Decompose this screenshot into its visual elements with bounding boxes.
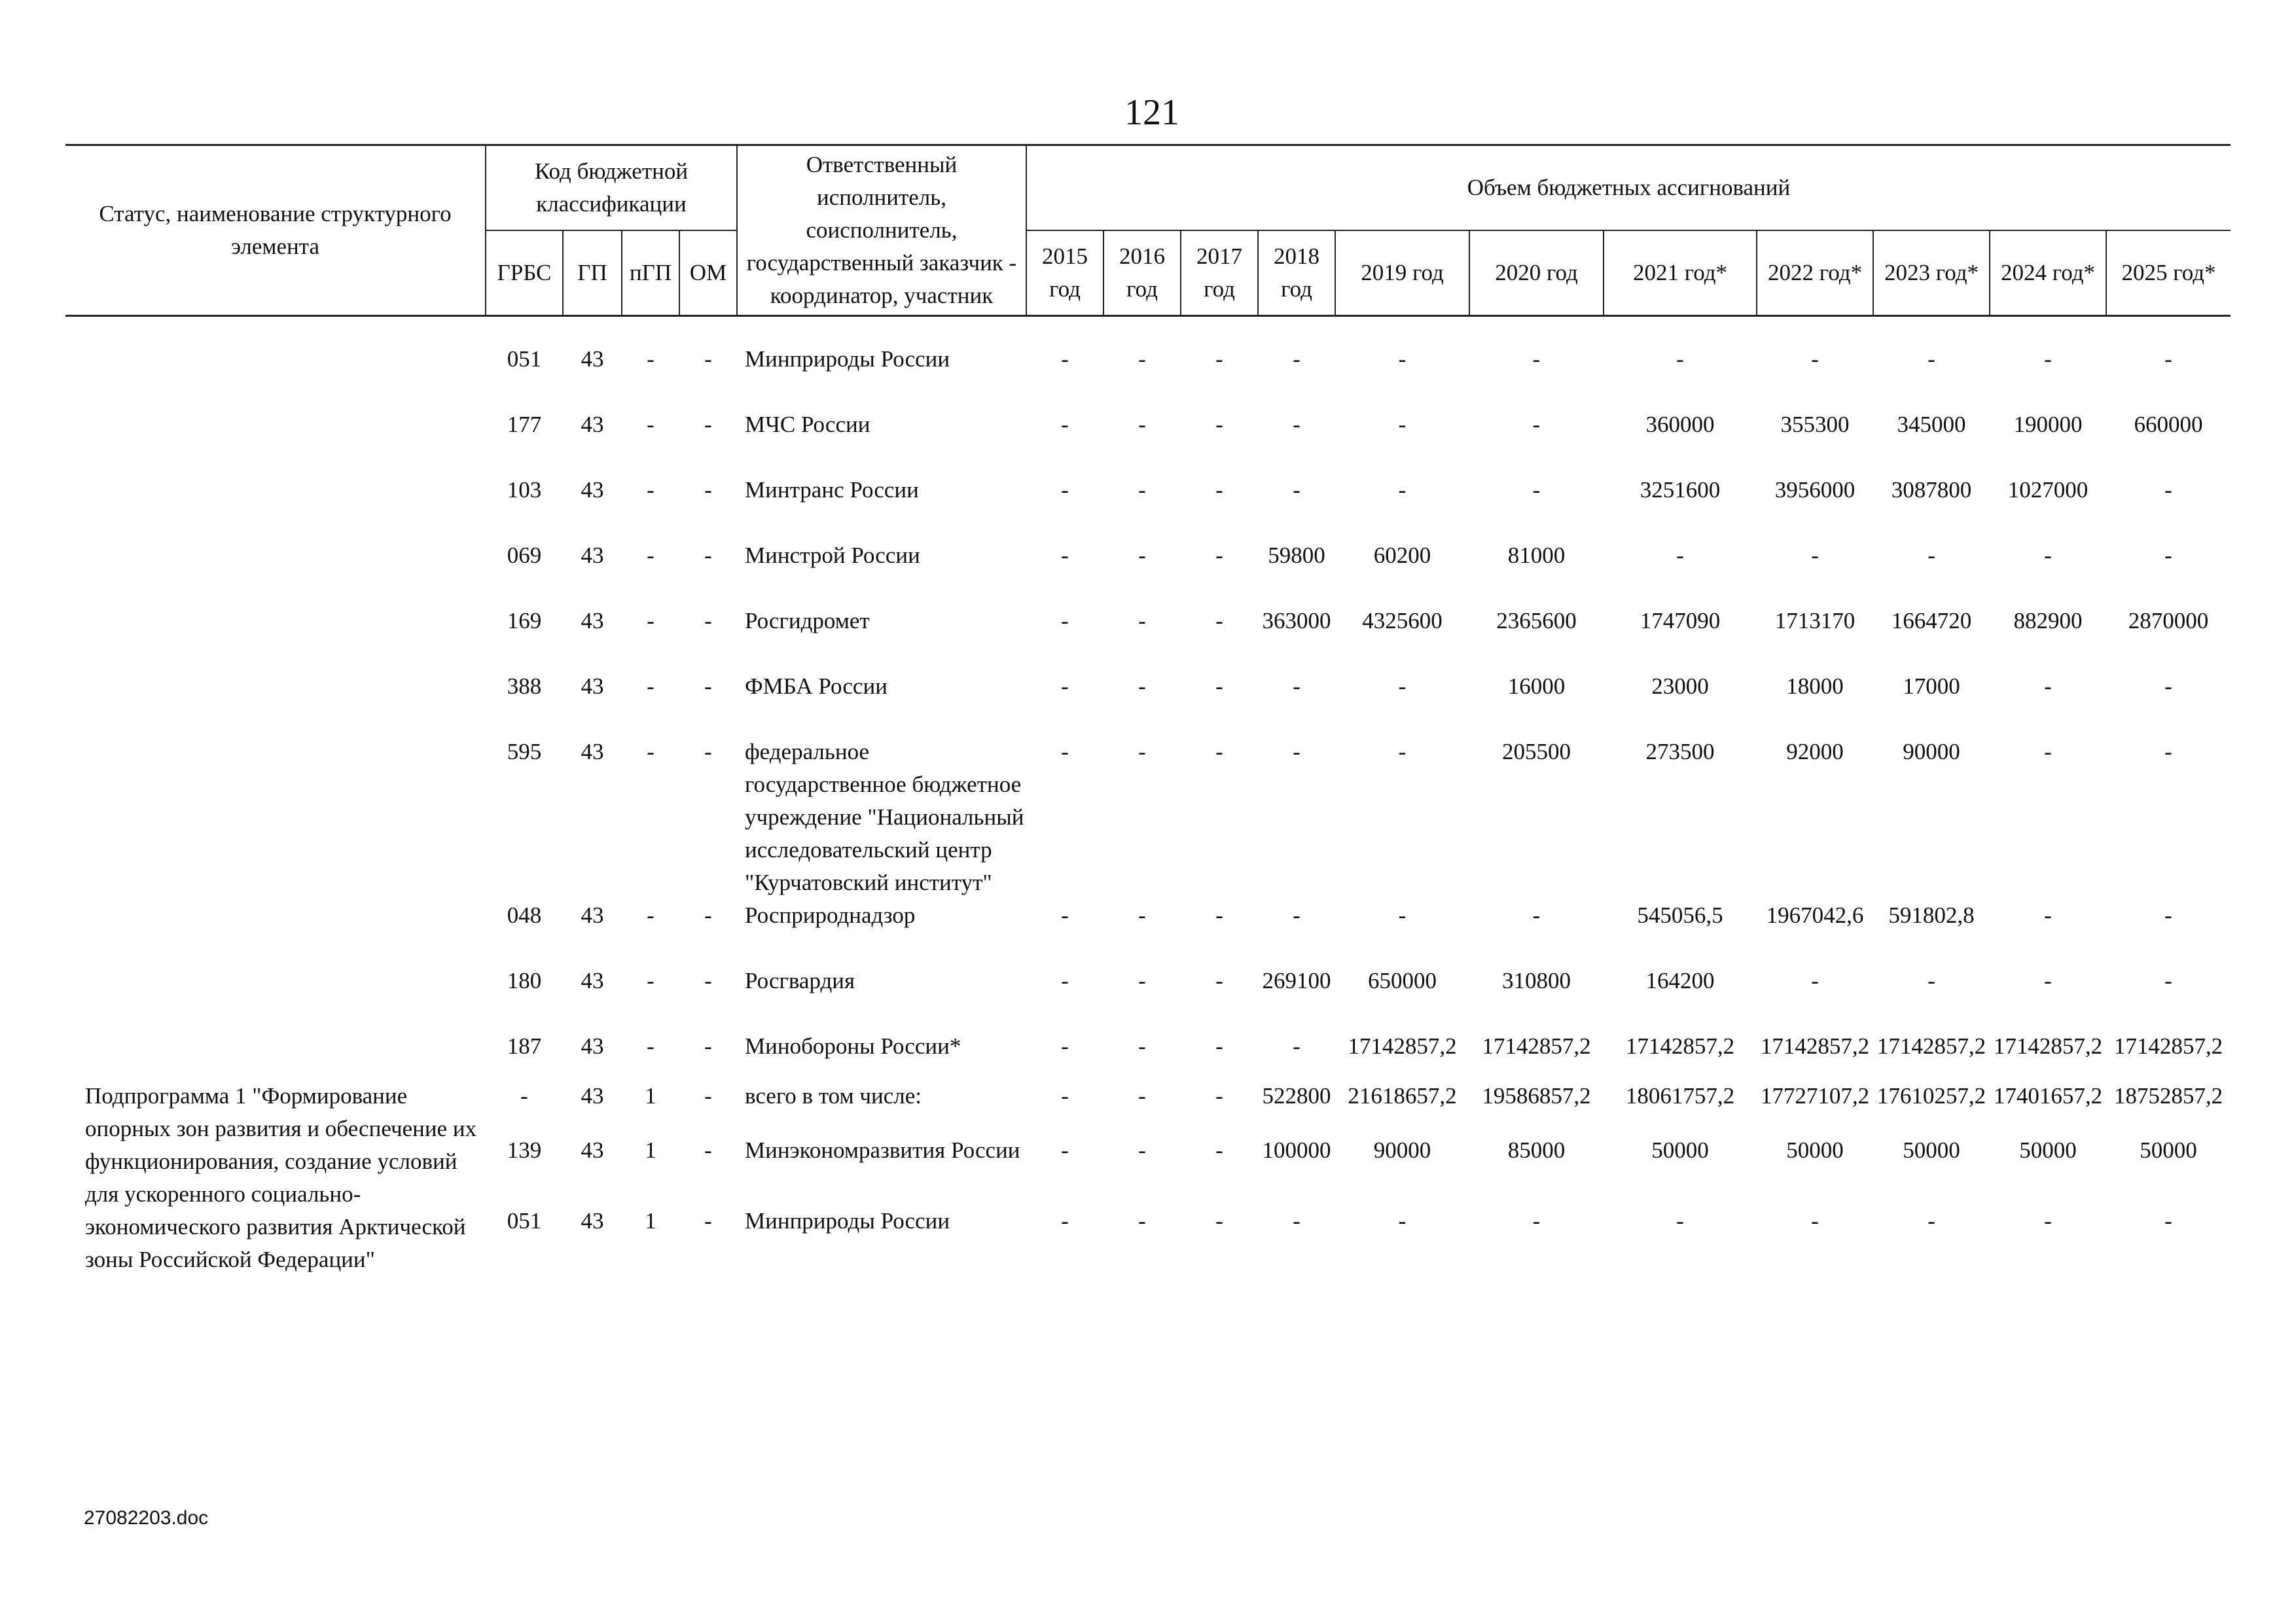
value-cell: - <box>2044 673 2052 699</box>
value-cell: 1967042,6 <box>1766 902 1864 928</box>
value-cell: - <box>1215 477 1223 503</box>
status-cell <box>65 899 486 965</box>
executor-cell: Минстрой России <box>745 543 920 568</box>
header-year: 2020 год <box>1469 230 1604 316</box>
value-cell: - <box>1138 1208 1146 1234</box>
value-cell: 90000 <box>1903 739 1960 764</box>
value-cell: 205500 <box>1502 739 1571 764</box>
value-cell: - <box>1293 477 1300 503</box>
value-cell: 81000 <box>1507 543 1566 568</box>
code-gp: 43 <box>581 673 604 699</box>
value-cell: - <box>1138 968 1146 993</box>
code-om: - <box>704 1083 712 1109</box>
value-cell: 17142857,2 <box>1876 1033 1986 1059</box>
value-cell: 17142857,2 <box>1993 1033 2103 1059</box>
code-pgp: - <box>647 412 655 437</box>
value-cell: - <box>1398 673 1407 699</box>
code-grbs: 051 <box>507 346 542 372</box>
code-om: - <box>704 968 712 993</box>
code-grbs: 177 <box>507 412 542 437</box>
value-cell: - <box>1061 1208 1069 1234</box>
value-cell: - <box>1676 543 1684 568</box>
value-cell: 17610257,2 <box>1876 1083 1986 1109</box>
value-cell: - <box>2044 543 2052 568</box>
code-pgp: 1 <box>645 1208 656 1234</box>
value-cell: 164200 <box>1645 968 1715 993</box>
value-cell: 19586857,2 <box>1482 1083 1591 1109</box>
code-grbs: - <box>520 1083 528 1109</box>
value-cell: 310800 <box>1502 968 1571 993</box>
value-cell: 17000 <box>1903 673 1960 699</box>
value-cell: 1747090 <box>1640 608 1721 633</box>
value-cell: - <box>1138 477 1146 503</box>
value-cell: 4325600 <box>1362 608 1443 633</box>
value-cell: 1664720 <box>1891 608 1972 633</box>
value-cell: 545056,5 <box>1637 902 1723 928</box>
code-pgp: - <box>647 477 655 503</box>
code-gp: 43 <box>581 1137 604 1163</box>
value-cell: - <box>1532 1208 1541 1234</box>
code-pgp: - <box>647 608 655 633</box>
table-row <box>65 343 2231 408</box>
code-om: - <box>704 1033 712 1059</box>
code-gp: 43 <box>581 968 604 993</box>
value-cell: 18000 <box>1786 673 1844 699</box>
code-grbs: 139 <box>507 1137 542 1163</box>
code-grbs: 595 <box>507 739 542 764</box>
value-cell: - <box>1138 412 1146 437</box>
value-cell: 3087800 <box>1891 477 1972 503</box>
table-row <box>65 1030 2231 1080</box>
value-cell: - <box>2164 739 2172 764</box>
value-cell: 59800 <box>1268 543 1325 568</box>
code-gp: 43 <box>581 739 604 764</box>
value-cell: - <box>1398 739 1407 764</box>
header-year: 2017 год <box>1181 230 1258 316</box>
value-cell: - <box>1398 902 1407 928</box>
value-cell: - <box>2164 346 2172 372</box>
value-cell: - <box>1061 608 1069 633</box>
code-pgp: - <box>647 673 655 699</box>
status-cell <box>65 736 486 899</box>
value-cell: 50000 <box>1786 1137 1844 1163</box>
value-cell: 16000 <box>1507 673 1566 699</box>
value-cell: - <box>2044 739 2052 764</box>
footer-filename: 27082203.doc <box>84 1507 209 1529</box>
value-cell: - <box>1215 1083 1223 1109</box>
status-cell <box>65 1030 486 1080</box>
value-cell: - <box>1138 1137 1146 1163</box>
code-gp: 43 <box>581 608 604 633</box>
value-cell: 17142857,2 <box>1760 1033 1870 1059</box>
code-pgp: - <box>647 346 655 372</box>
value-cell: - <box>1398 412 1407 437</box>
value-cell: - <box>1532 902 1541 928</box>
value-cell: - <box>1061 1137 1069 1163</box>
value-cell: 18061757,2 <box>1625 1083 1735 1109</box>
value-cell: 17142857,2 <box>1625 1033 1735 1059</box>
table-row <box>65 899 2231 965</box>
table-row <box>65 1080 2231 1134</box>
value-cell: - <box>1061 968 1069 993</box>
value-cell: - <box>1928 346 1935 372</box>
value-cell: 85000 <box>1507 1137 1566 1163</box>
value-cell: - <box>1676 1208 1684 1234</box>
table-row <box>65 408 2231 474</box>
value-cell: - <box>1215 1137 1223 1163</box>
value-cell: - <box>1811 346 1819 372</box>
value-cell: - <box>1138 902 1146 928</box>
value-cell: - <box>2164 543 2172 568</box>
code-om: - <box>704 346 712 372</box>
status-cell <box>65 474 486 539</box>
code-om: - <box>704 543 712 568</box>
value-cell: - <box>1532 477 1541 503</box>
value-cell: - <box>1061 477 1069 503</box>
value-cell: 2870000 <box>2128 608 2209 633</box>
value-cell: - <box>1215 902 1223 928</box>
status-cell <box>65 605 486 670</box>
code-pgp: - <box>647 543 655 568</box>
value-cell: - <box>1293 673 1300 699</box>
executor-cell: всего в том числе: <box>745 1083 922 1109</box>
value-cell: 21618657,2 <box>1348 1083 1457 1109</box>
value-cell: - <box>1398 477 1407 503</box>
code-gp: 43 <box>581 1083 604 1109</box>
header-year: 2016 год <box>1103 230 1181 316</box>
executor-cell: Росгидромет <box>745 608 870 633</box>
header-year: 2018 год <box>1258 230 1335 316</box>
value-cell: 17142857,2 <box>1482 1033 1591 1059</box>
code-grbs: 388 <box>507 673 542 699</box>
value-cell: 650000 <box>1368 968 1437 993</box>
code-om: - <box>704 902 712 928</box>
table-row <box>65 605 2231 670</box>
value-cell: - <box>1215 1033 1223 1059</box>
code-om: - <box>704 477 712 503</box>
value-cell: - <box>1138 1033 1146 1059</box>
header-pgp: пГП <box>622 230 679 316</box>
value-cell: - <box>1293 1033 1300 1059</box>
value-cell: 100000 <box>1262 1137 1331 1163</box>
value-cell: 1713170 <box>1774 608 1856 633</box>
value-cell: 1027000 <box>2007 477 2089 503</box>
status-cell <box>65 408 486 474</box>
status-cell <box>65 343 486 408</box>
code-gp: 43 <box>581 902 604 928</box>
value-cell: 269100 <box>1262 968 1331 993</box>
code-gp: 43 <box>581 1033 604 1059</box>
code-om: - <box>704 1137 712 1163</box>
executor-cell: Минтранс России <box>745 477 919 503</box>
value-cell: 17142857,2 <box>2113 1033 2223 1059</box>
header-status: Статус, наименование структурного элемента <box>65 145 486 316</box>
code-om: - <box>704 739 712 764</box>
code-grbs: 048 <box>507 902 542 928</box>
value-cell: - <box>2164 477 2172 503</box>
value-cell: - <box>1928 1208 1935 1234</box>
value-cell: - <box>1061 902 1069 928</box>
value-cell: - <box>2044 968 2052 993</box>
value-cell: - <box>1811 968 1819 993</box>
value-cell: - <box>1293 739 1300 764</box>
code-grbs: 169 <box>507 608 542 633</box>
value-cell: 23000 <box>1651 673 1709 699</box>
value-cell: - <box>1398 346 1407 372</box>
value-cell: - <box>1215 608 1223 633</box>
code-gp: 43 <box>581 543 604 568</box>
status-cell <box>65 539 486 605</box>
value-cell: 355300 <box>1780 412 1850 437</box>
value-cell: - <box>2164 1208 2172 1234</box>
header-year: 2015 год <box>1026 230 1103 316</box>
value-cell: 3251600 <box>1640 477 1721 503</box>
value-cell: - <box>1215 1208 1223 1234</box>
value-cell: 360000 <box>1645 412 1715 437</box>
value-cell: 90000 <box>1373 1137 1431 1163</box>
value-cell: - <box>1215 412 1223 437</box>
value-cell: - <box>1215 346 1223 372</box>
value-cell: - <box>1061 346 1069 372</box>
value-cell: 591802,8 <box>1888 902 1975 928</box>
value-cell: - <box>1215 968 1223 993</box>
executor-cell: Росгвардия <box>745 968 855 993</box>
subprogram-status: Подпрограмма 1 "Формирование опорных зон развития и обеспечение их функционирования, создание условий для ускоренного социально-экономического развития Арктической зоны Российской Федерации" <box>85 1083 477 1272</box>
value-cell: 60200 <box>1373 543 1431 568</box>
value-cell: - <box>1928 968 1935 993</box>
executor-cell: Минобороны России* <box>745 1033 961 1059</box>
value-cell: - <box>1215 543 1223 568</box>
executor-cell: Минэкономразвития России <box>745 1137 1020 1163</box>
value-cell: - <box>1398 1208 1407 1234</box>
code-gp: 43 <box>581 477 604 503</box>
executor-cell: федеральное государственное бюджетное учреждение "Национальный исследовательский центр "Курчатовский институт" <box>745 739 1024 895</box>
value-cell: 50000 <box>1903 1137 1960 1163</box>
value-cell: - <box>1293 412 1300 437</box>
executor-cell: ФМБА России <box>745 673 888 699</box>
value-cell: - <box>1215 739 1223 764</box>
header-gp: ГП <box>563 230 622 316</box>
value-cell: - <box>1061 1033 1069 1059</box>
value-cell: - <box>1215 673 1223 699</box>
table-row <box>65 539 2231 605</box>
value-cell: 190000 <box>2013 412 2083 437</box>
header-kbk: Код бюджетной классификации <box>486 145 737 231</box>
value-cell: 17142857,2 <box>1348 1033 1457 1059</box>
value-cell: - <box>2044 1208 2052 1234</box>
header-year: 2024 год* <box>1990 230 2106 316</box>
header-year: 2025 год* <box>2106 230 2231 316</box>
code-grbs: 051 <box>507 1208 542 1234</box>
code-om: - <box>704 412 712 437</box>
value-cell: - <box>2044 902 2052 928</box>
code-grbs: 103 <box>507 477 542 503</box>
value-cell: - <box>1532 346 1541 372</box>
value-cell: 2365600 <box>1496 608 1577 633</box>
code-om: - <box>704 608 712 633</box>
value-cell: 3956000 <box>1774 477 1856 503</box>
value-cell: 660000 <box>2134 412 2203 437</box>
header-volume: Объем бюджетных ассигнований <box>1026 145 2231 231</box>
value-cell: - <box>1138 673 1146 699</box>
value-cell: - <box>2164 673 2172 699</box>
executor-cell: Росприроднадзор <box>745 902 916 928</box>
header-executor: Ответственный исполнитель, соисполнитель, государственный заказчик - координатор, участник <box>737 145 1026 316</box>
value-cell: - <box>1811 1208 1819 1234</box>
value-cell: 92000 <box>1786 739 1844 764</box>
code-grbs: 069 <box>507 543 542 568</box>
code-grbs: 180 <box>507 968 542 993</box>
value-cell: - <box>2044 346 2052 372</box>
value-cell: 50000 <box>1651 1137 1709 1163</box>
value-cell: 50000 <box>2019 1137 2077 1163</box>
value-cell: - <box>1138 1083 1146 1109</box>
code-gp: 43 <box>581 412 604 437</box>
value-cell: 50000 <box>2140 1137 2197 1163</box>
table-row <box>65 670 2231 736</box>
value-cell: - <box>2164 968 2172 993</box>
value-cell: - <box>1138 543 1146 568</box>
executor-cell: Минприроды России <box>745 1208 950 1234</box>
header-year: 2019 год <box>1335 230 1469 316</box>
status-cell <box>65 965 486 1030</box>
value-cell: - <box>1293 1208 1300 1234</box>
code-pgp: 1 <box>645 1137 656 1163</box>
value-cell: - <box>1138 346 1146 372</box>
code-pgp: - <box>647 968 655 993</box>
header-year: 2023 год* <box>1873 230 1990 316</box>
header-year: 2021 год* <box>1604 230 1757 316</box>
code-om: - <box>704 673 712 699</box>
value-cell: - <box>1676 346 1684 372</box>
header-grbs: ГРБС <box>486 230 563 316</box>
code-om: - <box>704 1208 712 1234</box>
value-cell: - <box>1061 412 1069 437</box>
code-gp: 43 <box>581 1208 604 1234</box>
executor-cell: Минприроды России <box>745 346 950 372</box>
table-row <box>65 736 2231 899</box>
value-cell: 345000 <box>1897 412 1966 437</box>
header-om: ОМ <box>679 230 737 316</box>
value-cell: - <box>1138 608 1146 633</box>
code-pgp: - <box>647 902 655 928</box>
executor-cell: МЧС России <box>745 412 870 437</box>
code-pgp: - <box>647 1033 655 1059</box>
value-cell: - <box>1061 739 1069 764</box>
code-gp: 43 <box>581 346 604 372</box>
code-pgp: 1 <box>645 1083 656 1109</box>
table-row <box>65 965 2231 1030</box>
value-cell: - <box>1293 346 1300 372</box>
value-cell: 363000 <box>1262 608 1331 633</box>
page-number: 121 <box>1124 92 1179 133</box>
value-cell: 522800 <box>1262 1083 1331 1109</box>
value-cell: 273500 <box>1645 739 1715 764</box>
value-cell: - <box>1061 543 1069 568</box>
value-cell: - <box>1061 673 1069 699</box>
code-pgp: - <box>647 739 655 764</box>
value-cell: - <box>1293 902 1300 928</box>
value-cell: - <box>1811 543 1819 568</box>
status-cell <box>65 670 486 736</box>
value-cell: 17401657,2 <box>1993 1083 2103 1109</box>
value-cell: - <box>1532 412 1541 437</box>
value-cell: - <box>1928 543 1935 568</box>
value-cell: - <box>1138 739 1146 764</box>
value-cell: - <box>1061 1083 1069 1109</box>
value-cell: 882900 <box>2013 608 2083 633</box>
budget-table <box>65 144 2231 1276</box>
header-year: 2022 год* <box>1757 230 1873 316</box>
code-grbs: 187 <box>507 1033 542 1059</box>
value-cell: 17727107,2 <box>1760 1083 1870 1109</box>
value-cell: - <box>2164 902 2172 928</box>
value-cell: 18752857,2 <box>2113 1083 2223 1109</box>
table-row <box>65 474 2231 539</box>
